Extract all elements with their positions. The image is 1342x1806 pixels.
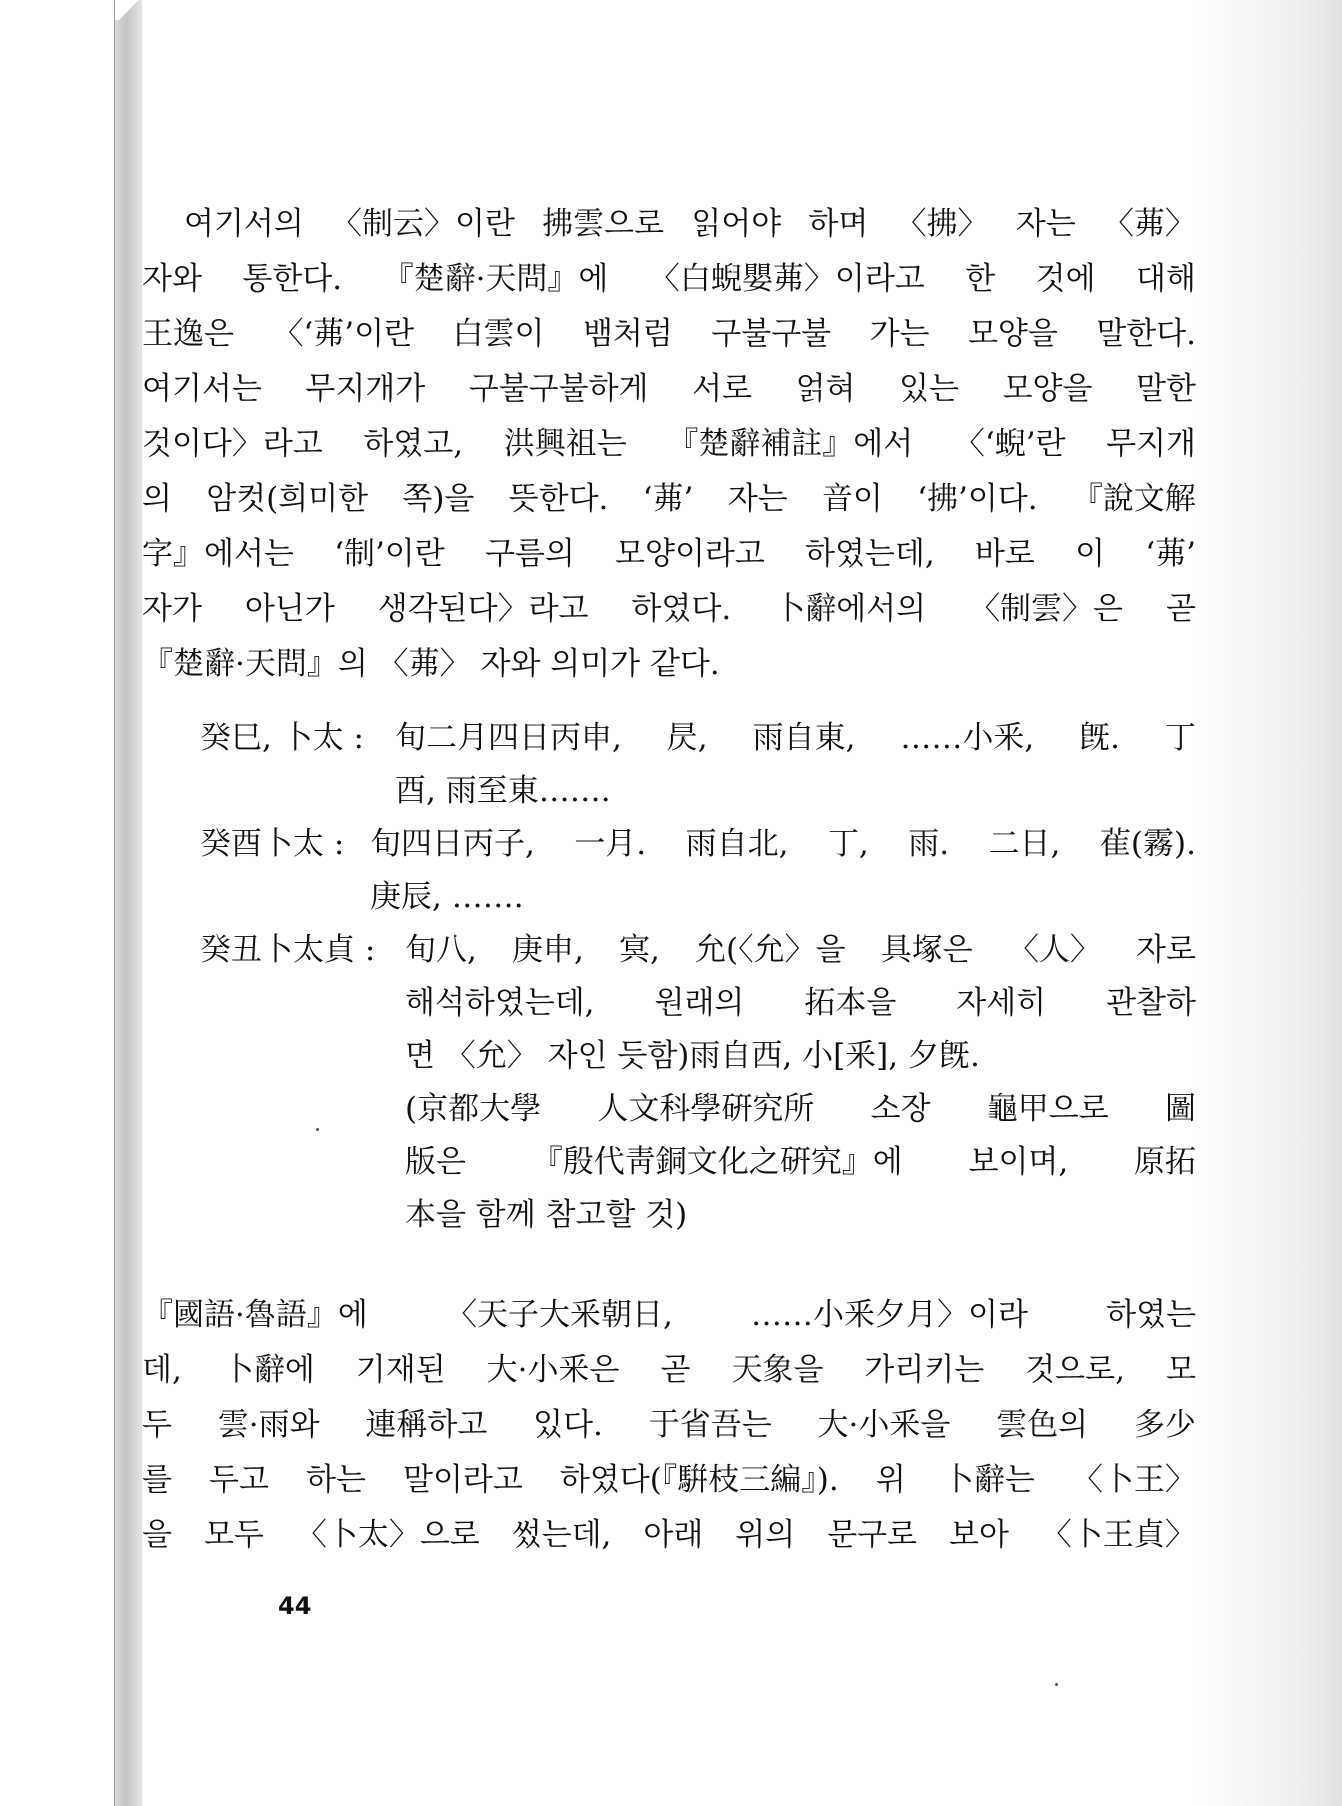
word: 무지개 bbox=[1106, 426, 1196, 462]
word: 雨. bbox=[908, 826, 950, 862]
paragraph-1-line bbox=[142, 472, 1196, 527]
word: 을 bbox=[142, 1517, 172, 1553]
word: 가는 bbox=[869, 316, 930, 352]
word: 〈制雲〉은 bbox=[969, 591, 1124, 627]
page-number: 44 bbox=[278, 1592, 312, 1620]
paragraph-1 bbox=[142, 197, 1196, 692]
word: 白雲이 bbox=[452, 316, 545, 352]
paragraph-2 bbox=[142, 1288, 1196, 1563]
quote-line bbox=[395, 765, 1196, 818]
paragraph-2-line bbox=[142, 1343, 1196, 1398]
word: 생각된다〉라고 bbox=[377, 591, 589, 627]
word: 문구로 bbox=[827, 1517, 918, 1553]
word: 하였고, bbox=[363, 426, 464, 462]
word: 〈人〉 bbox=[1007, 932, 1101, 968]
word: 모양을 bbox=[967, 316, 1058, 352]
word: 를 bbox=[142, 1462, 172, 1498]
word: ‘茀’ bbox=[1145, 536, 1196, 572]
text-line: 『楚辭·天問』의 〈茀〉 자와 의미가 같다. bbox=[142, 646, 720, 682]
word: 昃, bbox=[666, 720, 708, 756]
paragraph-1-line bbox=[142, 637, 1196, 692]
word: 두고 bbox=[209, 1462, 269, 1498]
quote-line bbox=[405, 1189, 1196, 1242]
word: 뜻한다. bbox=[508, 481, 609, 517]
word: 雲·雨와 bbox=[217, 1407, 320, 1443]
word: 㝠, bbox=[619, 932, 660, 968]
word: 連稱하고 bbox=[365, 1407, 488, 1443]
book-spine-edge bbox=[114, 0, 143, 1806]
word: 썼는데, bbox=[511, 1517, 612, 1553]
word: 하였는데, bbox=[805, 536, 935, 572]
word: 〈‘茀’이란 bbox=[272, 316, 415, 352]
word: 卜辭는 bbox=[942, 1462, 1035, 1498]
word: ‘拂’이다. bbox=[917, 481, 1038, 517]
quote-entry bbox=[200, 712, 1196, 818]
word: 읽어야 bbox=[691, 206, 782, 242]
word: 기재된 bbox=[355, 1352, 446, 1388]
paragraph-2-line bbox=[142, 1288, 1196, 1343]
word: 모양이라고 bbox=[615, 536, 765, 572]
text-line: 면 〈允〉 자인 듯함)雨自西, 小[釆], 夕旣. bbox=[405, 1038, 980, 1074]
quote-line bbox=[405, 1136, 1196, 1189]
word: 아래 bbox=[643, 1517, 704, 1553]
word: 말한다. bbox=[1096, 316, 1196, 352]
word: 한 bbox=[965, 261, 996, 297]
word: 있다. bbox=[533, 1407, 603, 1443]
word: 대해 bbox=[1136, 261, 1196, 297]
word: 王逸은 bbox=[142, 316, 234, 352]
word: 『國語·魯語』에 bbox=[142, 1297, 368, 1333]
word: 말이라고 bbox=[403, 1462, 523, 1498]
word: 〈拂〉 bbox=[895, 206, 989, 242]
word: 雨自北, bbox=[685, 826, 789, 862]
word: 丁 bbox=[1164, 720, 1196, 756]
word: 통한다. bbox=[242, 261, 343, 297]
word: 原拓 bbox=[1134, 1144, 1196, 1180]
word: 卜辭에서의 bbox=[774, 591, 927, 627]
paragraph-2-line bbox=[142, 1398, 1196, 1453]
paragraph-1-line bbox=[142, 252, 1196, 307]
quote-entry bbox=[200, 924, 1196, 1242]
word: 圖 bbox=[1164, 1091, 1196, 1127]
word: 여기서는 bbox=[142, 371, 262, 407]
word: 雨自東, bbox=[752, 720, 856, 756]
word: 모두 bbox=[203, 1517, 264, 1553]
word: 人文科學硏究所 bbox=[597, 1091, 815, 1127]
word: 龜甲으로 bbox=[986, 1091, 1109, 1127]
word: 이 bbox=[1075, 536, 1106, 572]
word: 서로 bbox=[692, 371, 752, 407]
word: 旬八, bbox=[405, 932, 477, 968]
word: 하는 bbox=[306, 1462, 366, 1498]
word: 庚申, bbox=[512, 932, 584, 968]
paragraph-1-line bbox=[142, 362, 1196, 417]
divination-quotes bbox=[200, 712, 1196, 1242]
word: 자와 bbox=[142, 261, 202, 297]
word: 의 bbox=[142, 481, 172, 517]
paragraph-1-line bbox=[142, 417, 1196, 472]
word: 〈卜太〉으로 bbox=[295, 1517, 480, 1553]
word: 것으로, bbox=[1025, 1352, 1125, 1388]
word: 소장 bbox=[870, 1091, 931, 1127]
quote-line bbox=[370, 871, 1196, 924]
word: 보이며, bbox=[968, 1144, 1069, 1180]
word: 一月. bbox=[574, 826, 647, 862]
paragraph-1-line bbox=[142, 307, 1196, 362]
word: 版은 bbox=[405, 1144, 466, 1180]
paragraph-2-line bbox=[142, 1508, 1196, 1563]
word: 『楚辭·天問』에 bbox=[382, 261, 609, 297]
word: 구불구불하게 bbox=[468, 371, 649, 407]
word: 〈制云〉이란 bbox=[331, 206, 515, 242]
word: 于省吾는 bbox=[648, 1407, 772, 1443]
word: 天象을 bbox=[731, 1352, 824, 1388]
word: 하였다(『騈枝三編』). bbox=[559, 1462, 839, 1498]
word: 보아 bbox=[949, 1517, 1009, 1553]
paragraph-1-line bbox=[142, 527, 1196, 582]
quote-body bbox=[360, 818, 1196, 924]
word: 大·小釆은 bbox=[486, 1352, 620, 1388]
word: 암컷(희미한 bbox=[206, 481, 369, 517]
word: 말한 bbox=[1136, 371, 1196, 407]
word: ‘茀’ bbox=[642, 481, 694, 517]
word: 뱀처럼 bbox=[582, 316, 673, 352]
quote-body bbox=[385, 712, 1196, 818]
word: 구름의 bbox=[484, 536, 575, 572]
word: 무지개가 bbox=[305, 371, 426, 407]
word: 아닌가 bbox=[244, 591, 335, 627]
word: 〈卜王貞〉 bbox=[1040, 1517, 1196, 1553]
word: 旣. bbox=[1079, 720, 1121, 756]
word: 곧 bbox=[1166, 591, 1196, 627]
word: 洪興祖는 bbox=[503, 426, 627, 462]
word: 雲色의 bbox=[996, 1407, 1089, 1443]
word: 자는 bbox=[727, 481, 788, 517]
word: 卜辭에 bbox=[222, 1352, 315, 1388]
word: 자세히 bbox=[956, 985, 1047, 1021]
word: 원래의 bbox=[654, 985, 745, 1021]
word: 雈(霧). bbox=[1099, 826, 1196, 862]
scan-speck bbox=[1055, 1683, 1058, 1686]
word: 『殷代靑銅文化之硏究』에 bbox=[531, 1144, 903, 1180]
word: 자가 bbox=[142, 591, 202, 627]
quote-line bbox=[395, 712, 1196, 765]
word: 旬四日丙子, bbox=[370, 826, 535, 862]
quote-label: 癸巳, 卜太 : bbox=[200, 720, 365, 756]
word: 여기서의 bbox=[184, 206, 304, 242]
word: (京都大學 bbox=[405, 1091, 542, 1127]
quote-line bbox=[405, 924, 1196, 977]
word: 하였는 bbox=[1106, 1297, 1196, 1333]
quote-line bbox=[370, 818, 1196, 871]
word: 『楚辭補註』에서 bbox=[667, 426, 914, 462]
word: 위의 bbox=[735, 1517, 796, 1553]
quote-entry bbox=[200, 818, 1196, 924]
word: 〈‘蜺’란 bbox=[953, 426, 1066, 462]
word: 해석하였는데, bbox=[405, 985, 595, 1021]
word: 자로 bbox=[1136, 932, 1196, 968]
word: 拓本을 bbox=[804, 985, 897, 1021]
paragraph-2-line bbox=[142, 1453, 1196, 1508]
quote-body bbox=[395, 924, 1196, 1242]
word: 것이다〉라고 bbox=[142, 426, 323, 462]
quote-label: 癸丑卜太貞 : bbox=[200, 932, 376, 968]
word: 拂雲으로 bbox=[542, 206, 665, 242]
word: 모양을 bbox=[1002, 371, 1093, 407]
word: 구불구불 bbox=[711, 316, 832, 352]
text-line: 本을 함께 참고할 것) bbox=[405, 1197, 688, 1233]
word: 얽혀 bbox=[795, 371, 856, 407]
word: 〈白蜺嬰茀〉이라고 bbox=[648, 261, 925, 297]
word: 〈茀〉 bbox=[1102, 206, 1196, 242]
word: ……小釆, bbox=[900, 720, 1035, 756]
quote-line bbox=[405, 977, 1196, 1030]
word: 音이 bbox=[821, 481, 883, 517]
word: 두 bbox=[142, 1407, 172, 1443]
word: 쪽)을 bbox=[402, 481, 475, 517]
word: 위 bbox=[875, 1462, 906, 1498]
word: 하며 bbox=[808, 206, 869, 242]
quote-line bbox=[405, 1083, 1196, 1136]
word: 있는 bbox=[899, 371, 959, 407]
word: ‘制’이란 bbox=[334, 536, 445, 572]
word: 가리키는 bbox=[864, 1352, 985, 1388]
word: 『說文解 bbox=[1071, 481, 1196, 517]
word: 것에 bbox=[1035, 261, 1096, 297]
quote-label: 癸酉卜太 : bbox=[200, 826, 345, 862]
word: 〈天子大釆朝日, bbox=[446, 1297, 673, 1333]
word: 모 bbox=[1165, 1352, 1196, 1388]
paragraph-1-line bbox=[142, 582, 1196, 637]
word: 多少 bbox=[1133, 1407, 1196, 1443]
word: 大·小釆을 bbox=[817, 1407, 951, 1443]
word: ……小釆夕月〉이라 bbox=[751, 1297, 1028, 1333]
word: 二日, bbox=[988, 826, 1061, 862]
word: 하였다. bbox=[631, 591, 732, 627]
paragraph-1-line bbox=[142, 197, 1196, 252]
text-line: 庚辰, ……. bbox=[370, 879, 524, 915]
word: 데, bbox=[142, 1352, 182, 1388]
quote-line bbox=[405, 1030, 1196, 1083]
word: 〈卜王〉 bbox=[1071, 1462, 1196, 1498]
word: 丁, bbox=[827, 826, 869, 862]
word: 允(〈允〉을 bbox=[695, 932, 846, 968]
word: 자는 bbox=[1015, 206, 1076, 242]
scan-speck bbox=[316, 1128, 319, 1131]
word: 旬二月四日丙申, bbox=[395, 720, 622, 756]
word: 바로 bbox=[974, 536, 1035, 572]
word: 字』에서는 bbox=[142, 536, 294, 572]
word: 관찰하 bbox=[1106, 985, 1196, 1021]
word: 具塚은 bbox=[880, 932, 973, 968]
text-line: 酉, 雨至東……. bbox=[395, 773, 611, 809]
word: 곧 bbox=[660, 1352, 691, 1388]
